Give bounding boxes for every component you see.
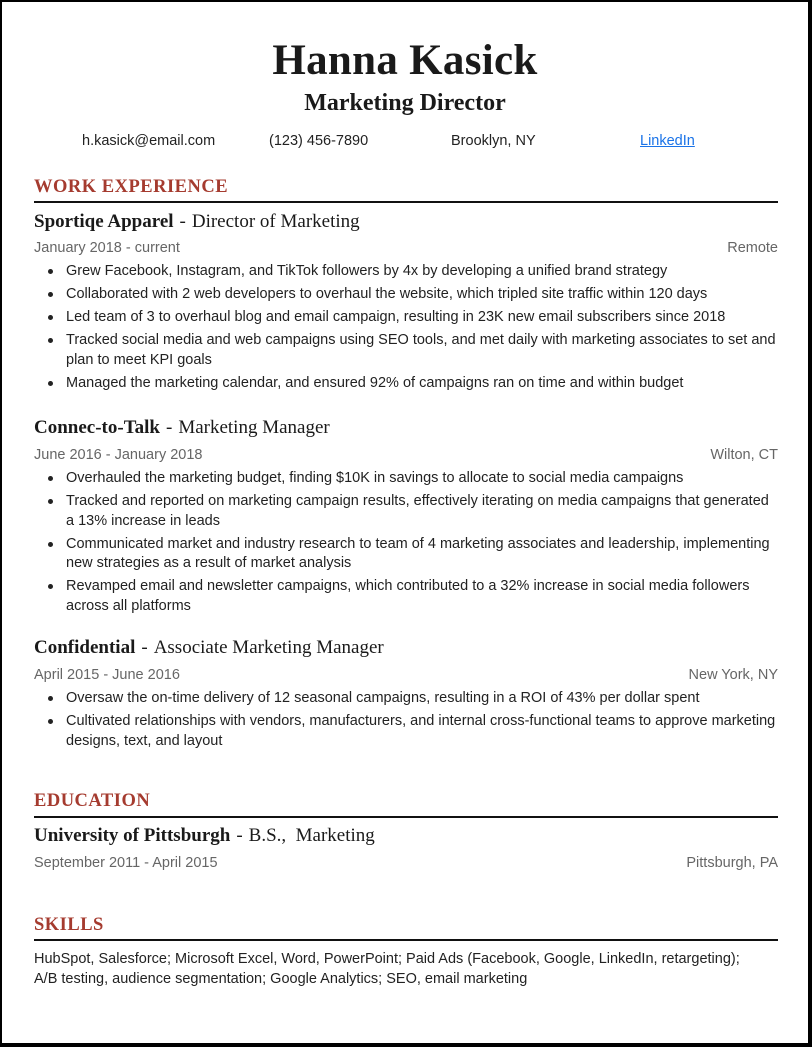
education-degree: B.S., Marketing: [248, 825, 375, 846]
section-heading-skills: SKILLS: [34, 915, 104, 935]
education-dates: September 2011 - April 2015: [34, 855, 218, 871]
job-organization: Sportiqe Apparel: [34, 211, 174, 232]
job-heading: Sportiqe Apparel - Director of Marketing: [34, 211, 360, 232]
list-item: Grew Facebook, Instagram, and TikTok followers by 4x by developing a unified brand strategy: [66, 262, 778, 282]
job-dates: January 2018 - current: [34, 240, 180, 256]
list-item: Tracked social media and web campaigns using SEO tools, and met daily with marketing associates to set and plan to meet KPI goals: [66, 331, 778, 370]
job-role: Marketing Manager: [178, 417, 330, 438]
list-item: Overhauled the marketing budget, finding $10K in savings to allocate to social media campaigns: [66, 469, 778, 489]
resume-page: [2, 2, 808, 1043]
job-organization: Connec-to-Talk: [34, 417, 160, 438]
list-item: Managed the marketing calendar, and ensured 92% of campaigns ran on time and within budget: [66, 374, 778, 394]
job-heading: Confidential - Associate Marketing Manager: [34, 637, 384, 658]
job-meta: [34, 667, 778, 683]
job-role: Director of Marketing: [191, 211, 360, 232]
email-text: h.kasick@email.com: [82, 133, 216, 149]
education-location: Pittsburgh, PA: [686, 855, 778, 871]
job-dates: June 2016 - January 2018: [34, 447, 203, 463]
list-item: Led team of 3 to overhaul blog and email campaign, resulting in 23K new email subscribers since 2018: [66, 308, 778, 328]
education-school: University of Pittsburgh: [34, 825, 231, 846]
job-location: Wilton, CT: [710, 447, 778, 463]
job-bullets: [34, 262, 778, 397]
phone-text: (123) 456-7890: [269, 133, 369, 149]
job-bullets: [34, 689, 778, 755]
job-location: New York, NY: [688, 667, 778, 683]
job-organization: Confidential: [34, 637, 136, 658]
candidate-title: Marketing Director: [304, 90, 506, 116]
section-divider: [34, 201, 778, 203]
list-item: Cultivated relationships with vendors, manufacturers, and internal cross-functional teams to approve marketing designs, text, and layout: [66, 712, 778, 751]
section-heading-work: WORK EXPERIENCE: [34, 177, 229, 197]
location-text: Brooklyn, NY: [451, 133, 536, 149]
section-divider: [34, 816, 778, 818]
candidate-name: Hanna Kasick: [272, 37, 538, 84]
job-location: Remote: [727, 240, 778, 256]
contact-bar: [34, 133, 778, 153]
list-item: Revamped email and newsletter campaigns, which contributed to a 32% increase in social media followers across all platforms: [66, 577, 778, 616]
section-divider: [34, 939, 778, 941]
job-role: Associate Marketing Manager: [153, 637, 384, 658]
education-heading: University of Pittsburgh - B.S., Marketing: [34, 825, 375, 846]
job-heading: Connec-to-Talk - Marketing Manager: [34, 417, 330, 438]
job-meta: [34, 240, 778, 256]
linkedin-link[interactable]: LinkedIn: [640, 133, 695, 149]
section-heading-education: EDUCATION: [34, 791, 151, 811]
job-meta: [34, 447, 778, 463]
list-item: Tracked and reported on marketing campaign results, effectively iterating on media campaigns that generated a 13% increase in leads: [66, 492, 778, 531]
list-item: Collaborated with 2 web developers to overhaul the website, which tripled site traffic within 120 days: [66, 285, 778, 305]
job-dates: April 2015 - June 2016: [34, 667, 180, 683]
list-item: Oversaw the on-time delivery of 12 seasonal campaigns, resulting in a ROI of 43% per dollar spent: [66, 689, 778, 709]
list-item: Communicated market and industry research to team of 4 marketing associates and leadership, implementing new strategies as a result of market analysis: [66, 535, 778, 574]
education-meta: [34, 855, 778, 871]
skills-text: HubSpot, Salesforce; Microsoft Excel, Word, PowerPoint; Paid Ads (Facebook, Google, LinkedIn, retargeting); A/B testing, audience segmentation; Google Analytics; SEO, email marketing: [34, 951, 740, 987]
job-bullets: [34, 469, 778, 620]
